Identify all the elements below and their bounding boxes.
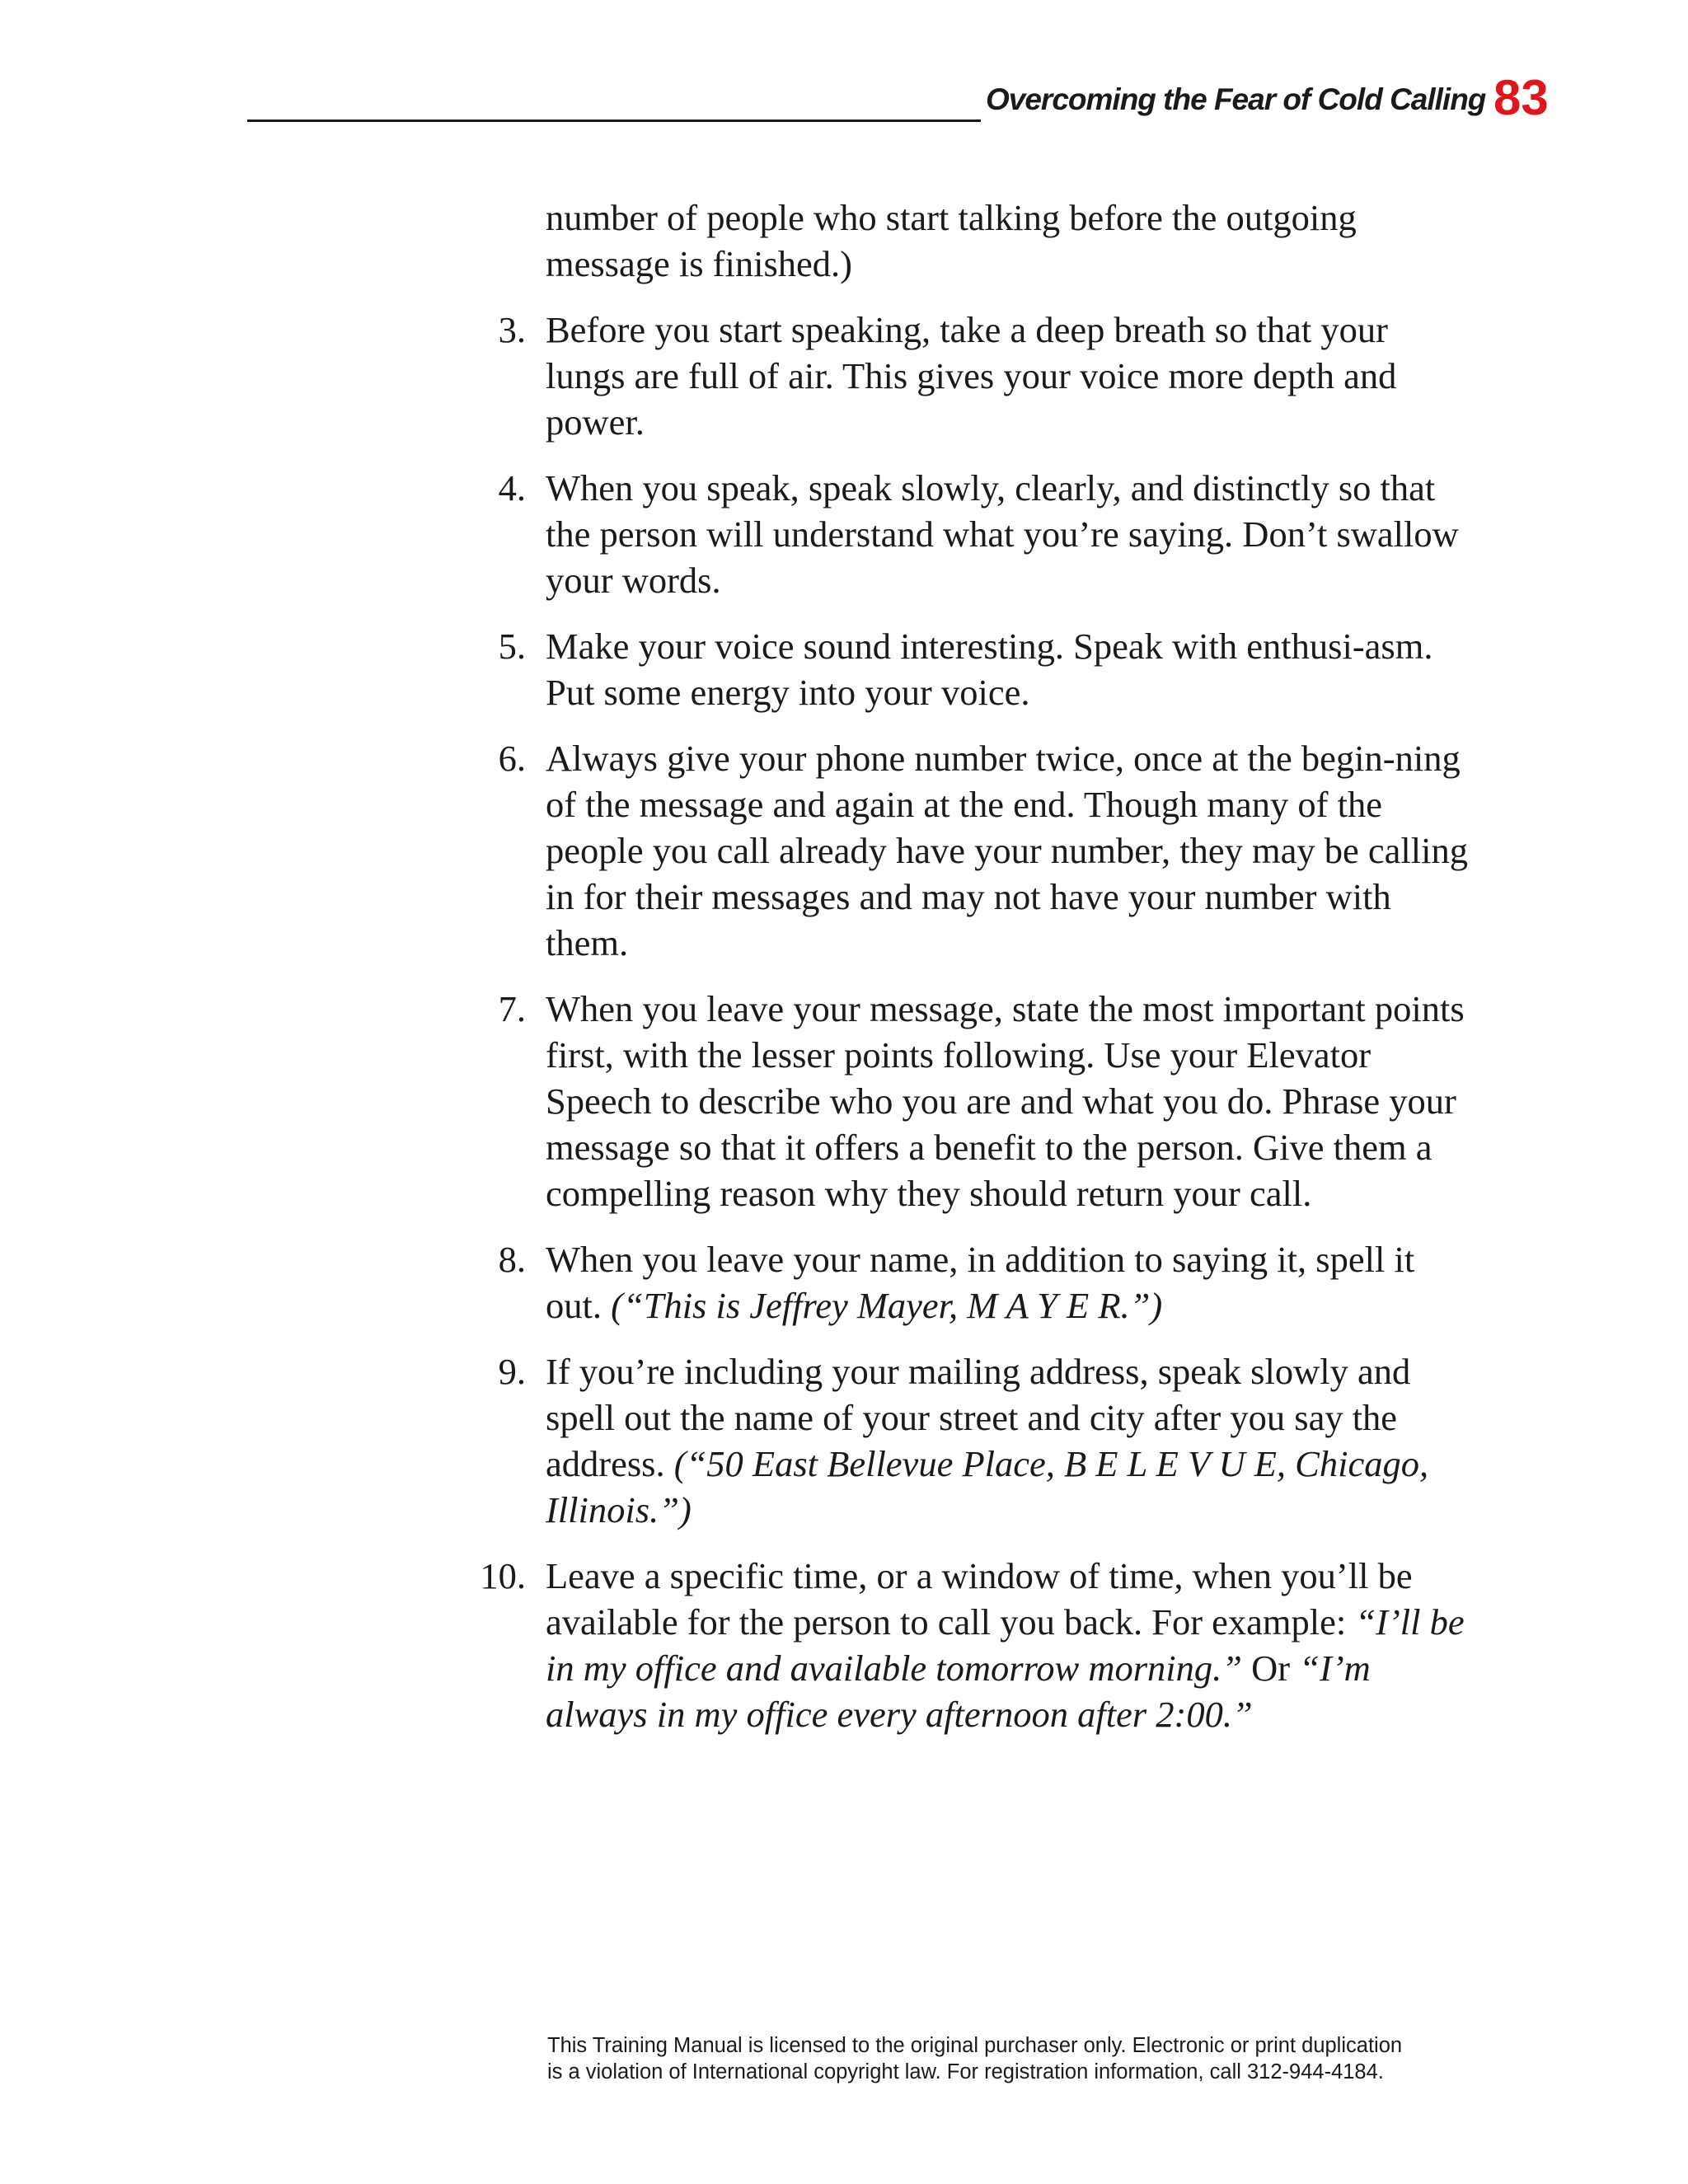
page-number: 83 bbox=[1493, 70, 1549, 125]
list-item-quote-second: “I’m always in my office every afternoon after 2:00.” bbox=[546, 1647, 1371, 1735]
list-item-number: 6. bbox=[498, 738, 526, 779]
list-item bbox=[498, 1236, 1469, 1329]
list-item-quote: “I’ll be in my office and available tomorrow morning.” bbox=[546, 1601, 1465, 1689]
running-header-title: Overcoming the Fear of Cold Calling bbox=[986, 82, 1486, 116]
continued-paragraph: number of people who start talking before the outgoing message is finished.) bbox=[546, 197, 1357, 284]
list-item bbox=[498, 465, 1469, 603]
list-item-text-connector: Or bbox=[1242, 1647, 1300, 1689]
list-item-text: Before you start speaking, take a deep breath so that your lungs are full of air. This gives your voice more depth and power. bbox=[546, 309, 1397, 443]
list-item-number: 8. bbox=[498, 1239, 526, 1280]
list-item-text bbox=[546, 1351, 1428, 1530]
list-item bbox=[480, 1553, 1469, 1737]
list-item-number: 10. bbox=[480, 1555, 526, 1596]
list-item bbox=[498, 307, 1469, 445]
list-item-number: 3. bbox=[498, 309, 526, 350]
list-item-text-plain: When you leave your name, in addition to saying it, spell it out. bbox=[546, 1239, 1415, 1326]
list-item-number: 4. bbox=[498, 467, 526, 509]
list-item-text: When you leave your message, state the most important points first, with the lesser points following. Use your Elevator Speech to describe who you are and what you do. Phrase your message so that it offers a benefit to the person. Give them a compelling reason why they should return your call. bbox=[546, 988, 1465, 1214]
list-item-number: 5. bbox=[498, 626, 526, 667]
list-item-text bbox=[546, 1239, 1414, 1326]
list-item-quote: (“This is Jeffrey Mayer, M A Y E R.”) bbox=[611, 1285, 1163, 1326]
list-item-text: Always give your phone number twice, once at the begin-ning of the message and again at the end. Though many of the people you call already have your number, they may be calling in for their messages and may not have your number with them. bbox=[546, 738, 1468, 963]
header-rule bbox=[247, 120, 981, 122]
list-item bbox=[498, 986, 1469, 1216]
body-text bbox=[480, 194, 1469, 1757]
list-item-text-plain: Leave a specific time, or a window of time, when you’ll be available for the person to call you back. For example: bbox=[546, 1555, 1413, 1643]
list-item-number: 7. bbox=[498, 988, 526, 1029]
list-item-text: When you speak, speak slowly, clearly, and distinctly so that the person will understand what you’re saying. Don’t swallow your words. bbox=[546, 467, 1459, 601]
list-item-text-plain: If you’re including your mailing address, speak slowly and spell out the name of your street and city after you say the address. bbox=[546, 1351, 1411, 1484]
list-item-text: Make your voice sound interesting. Speak with enthusi-asm. Put some energy into your voice. bbox=[546, 626, 1433, 713]
list-item-number: 9. bbox=[498, 1351, 526, 1392]
list-item-text bbox=[546, 1555, 1465, 1735]
footer-line: is a violation of International copyright law. For registration information, call 312-944-4184. bbox=[547, 2060, 1384, 2083]
list-item bbox=[498, 1348, 1469, 1533]
copyright-footer bbox=[547, 2032, 1470, 2085]
list-item bbox=[498, 623, 1469, 715]
list-item bbox=[498, 735, 1469, 966]
footer-line: This Training Manual is licensed to the original purchaser only. Electronic or print duplication bbox=[547, 2034, 1403, 2057]
list-item-quote: (“50 East Bellevue Place, B E L E V U E, Chicago, Illinois.”) bbox=[546, 1443, 1429, 1530]
